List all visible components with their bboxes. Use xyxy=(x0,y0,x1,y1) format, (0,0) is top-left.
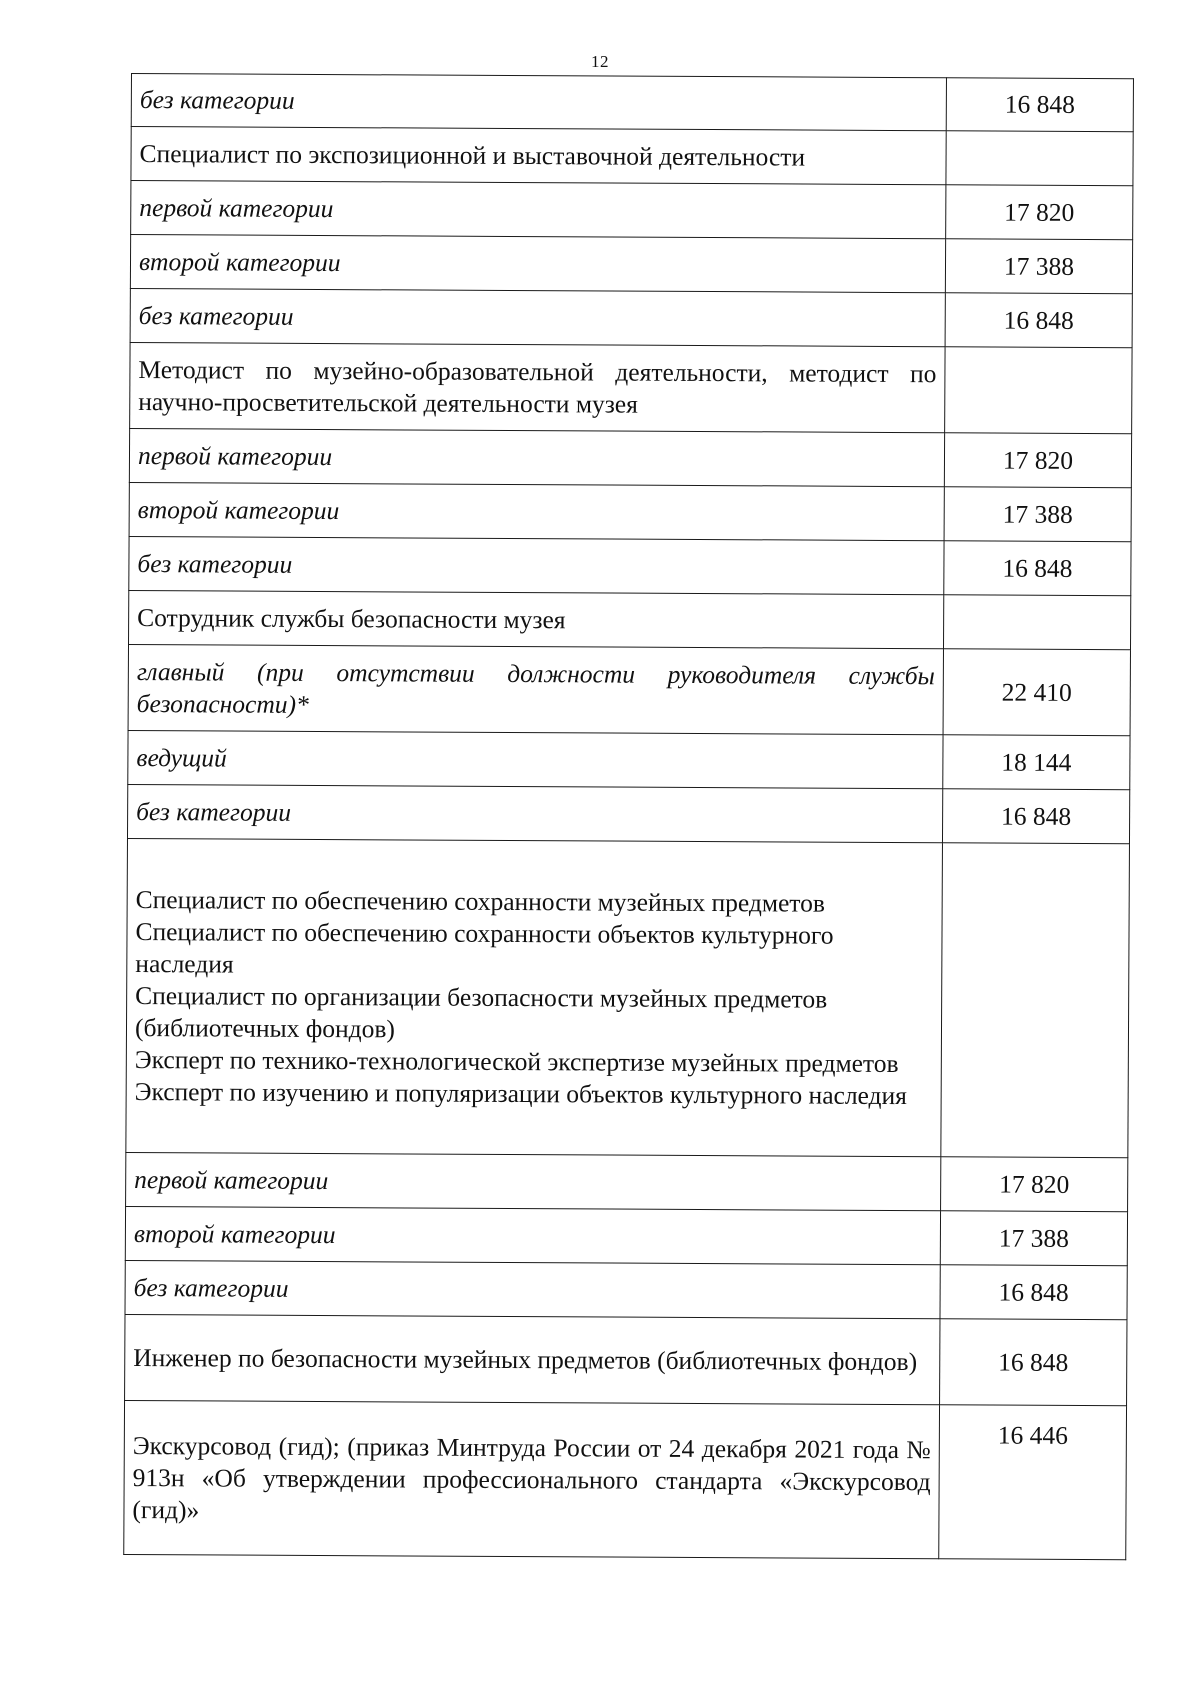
table-row xyxy=(129,482,1131,541)
row-label: второй категории xyxy=(130,235,945,293)
table-row xyxy=(130,288,1132,347)
table-row xyxy=(129,428,1131,487)
row-label: Специалист по экспозиционной и выставочной деятельности xyxy=(131,127,946,185)
table-row xyxy=(125,1260,1127,1319)
row-amount: 16 848 xyxy=(940,1265,1127,1320)
row-amount: 17 388 xyxy=(945,239,1132,294)
row-label: второй категории xyxy=(125,1206,940,1264)
row-amount: 16 848 xyxy=(946,78,1133,132)
row-label: второй категории xyxy=(129,482,944,540)
row-amount xyxy=(943,595,1130,650)
row-label: Экскурсовод (гид); (приказ Минтруда России от 24 декабря 2021 года № 913н «Об утверждении профессионального стандарта «Экскурсовод (гид)» xyxy=(124,1400,940,1558)
position-line: Специалист по обеспечению сохранности музейных предметов xyxy=(135,884,826,918)
position-line: Эксперт по изучению и популяризации объектов культурного наследия xyxy=(134,1076,908,1110)
table-row xyxy=(129,536,1131,595)
row-amount: 18 144 xyxy=(943,735,1130,790)
row-amount: 16 848 xyxy=(945,293,1132,348)
row-label: без категории xyxy=(130,288,945,346)
row-label: Инженер по безопасности музейных предметов (библиотечных фондов) xyxy=(125,1314,940,1404)
row-amount: 17 820 xyxy=(941,1157,1128,1212)
table-row xyxy=(125,1206,1127,1265)
table-row xyxy=(128,644,1130,735)
row-amount: 17 388 xyxy=(944,487,1131,542)
row-label: первой категории xyxy=(129,428,944,486)
position-line: Специалист по организации безопасности музейных предметов (библиотечных фондов) xyxy=(134,980,828,1043)
row-label: первой категории xyxy=(126,1152,941,1210)
table-row xyxy=(129,590,1131,649)
salary-table xyxy=(123,73,1134,1560)
row-amount: 16 848 xyxy=(944,541,1131,596)
table-row xyxy=(130,235,1132,294)
table-row xyxy=(131,127,1133,186)
page-number: 12 xyxy=(591,52,609,71)
row-amount xyxy=(941,843,1130,1158)
table-row xyxy=(128,730,1130,789)
table-row xyxy=(131,181,1133,240)
row-amount: 17 388 xyxy=(940,1211,1127,1266)
position-line: Эксперт по технико-технологической экспертизе музейных предметов xyxy=(134,1044,899,1078)
table-row xyxy=(126,838,1130,1157)
table-row xyxy=(127,784,1129,843)
row-label: Сотрудник службы безопасности музея xyxy=(129,590,944,648)
row-label: первой категории xyxy=(131,181,946,239)
row-amount: 22 410 xyxy=(943,649,1130,736)
row-amount: 17 820 xyxy=(946,185,1133,240)
position-group xyxy=(126,838,943,1156)
row-amount: 16 446 xyxy=(939,1405,1127,1560)
table-row xyxy=(130,342,1132,433)
position-line: Специалист по обеспечению сохранности объектов культурного наследия xyxy=(135,916,834,979)
row-label: Методист по музейно-образовательной деятельности, методист по научно-просветительской деятельности музея xyxy=(130,342,945,432)
row-amount xyxy=(946,131,1133,186)
table-row xyxy=(124,1400,1127,1559)
row-label: главный (при отсутствии должности руководителя службы безопасности)* xyxy=(128,644,943,734)
row-amount: 17 820 xyxy=(944,433,1131,488)
row-amount: 16 848 xyxy=(942,789,1129,844)
table-row xyxy=(125,1314,1127,1405)
row-amount: 16 848 xyxy=(940,1319,1127,1406)
table-row xyxy=(131,74,1133,132)
row-label: без категории xyxy=(129,536,944,594)
row-amount xyxy=(945,347,1132,434)
row-label: без категории xyxy=(125,1260,940,1318)
row-label: без категории xyxy=(131,74,946,131)
row-label: ведущий xyxy=(128,730,943,788)
row-label: без категории xyxy=(127,784,942,842)
table-row xyxy=(126,1152,1128,1211)
